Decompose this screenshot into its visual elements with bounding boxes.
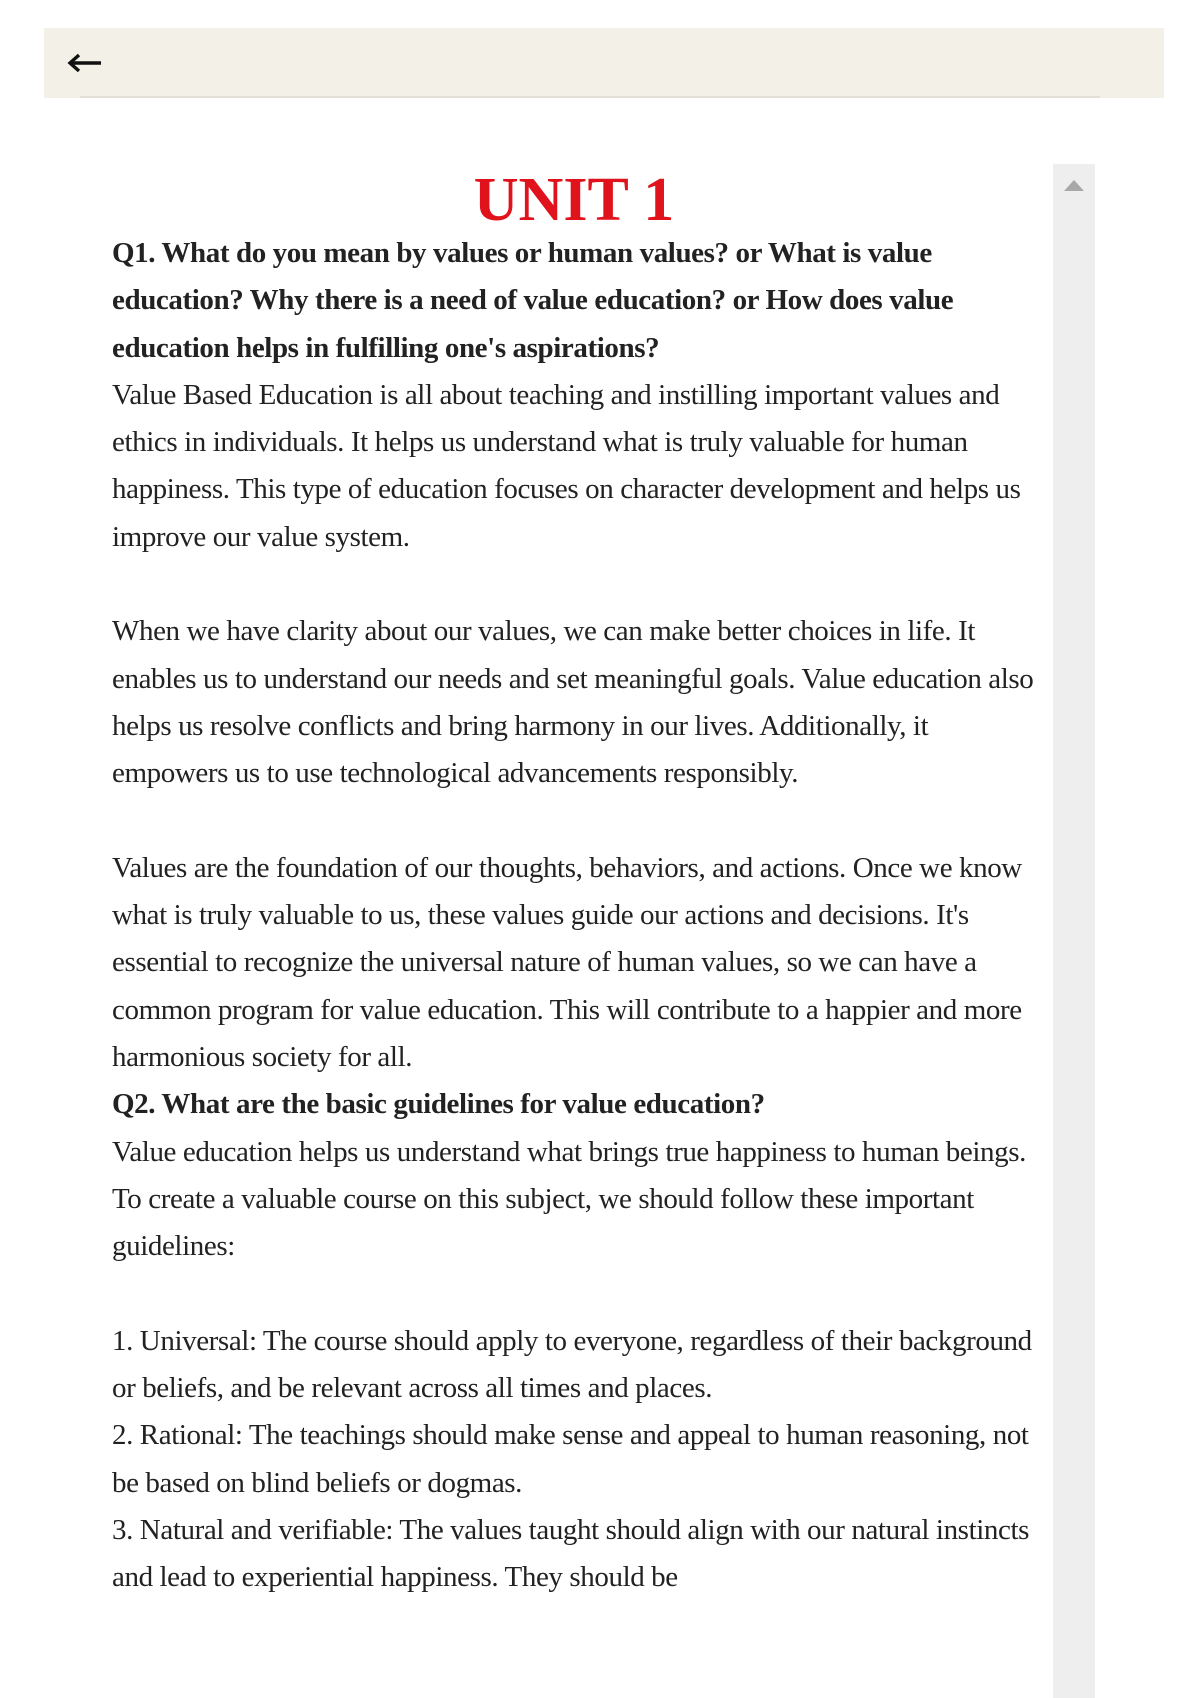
q1-paragraph: When we have clarity about our values, we can make better choices in life. It enables us to understand our needs and set meaningful goals. Value education also helps us resolve conflicts and bring harmony in our lives. Additionally, it empowers us to use technological advancements responsibly. (112, 615, 1034, 790)
vertical-scrollbar[interactable] (1053, 164, 1095, 1698)
paragraph-gap (112, 1271, 1036, 1318)
page-title: UNIT 1 (473, 166, 675, 234)
guideline-item: 3. Natural and verifiable: The values taught should align with our natural instincts and lead to experiential happiness. They should be (112, 1514, 1030, 1594)
question-2: Q2. What are the basic guidelines for value education? (112, 1088, 765, 1121)
toolbar-divider (80, 96, 1100, 98)
paragraph-gap (112, 561, 1036, 608)
q2-intro: Value education helps us understand what brings true happiness to human beings. To create a valuable course on this subject, we should follow these important guidelines: (112, 1135, 1026, 1263)
question-1: Q1. What do you mean by values or human values? or What is value education? Why there is a need of value education? or How does value education helps in fulfilling one's aspirations? (112, 237, 954, 364)
back-arrow-icon (67, 53, 103, 73)
document-content (112, 160, 1036, 1602)
top-toolbar (44, 28, 1164, 98)
q1-paragraph: Value Based Education is all about teaching and instilling important values and ethics in individuals. It helps us understand what is truly valuable for human happiness. This type of education focuses on character development and helps us improve our value system. (112, 378, 1021, 553)
guideline-item: 2. Rational: The teachings should make sense and appeal to human reasoning, not be based on blind beliefs or dogmas. (112, 1419, 1029, 1499)
paragraph-gap (112, 798, 1036, 845)
back-button[interactable] (64, 42, 106, 84)
scroll-up-arrow-icon[interactable] (1064, 180, 1084, 191)
guideline-item: 1. Universal: The course should apply to everyone, regardless of their background or beliefs, and be relevant across all times and places. (112, 1324, 1032, 1405)
q1-paragraph: Values are the foundation of our thoughts, behaviors, and actions. Once we know what is truly valuable to us, these values guide our actions and decisions. It's essential to recognize the universal nature of human values, so we can have a common program for value education. This will contribute to a happier and more harmonious society for all. (112, 851, 1022, 1074)
